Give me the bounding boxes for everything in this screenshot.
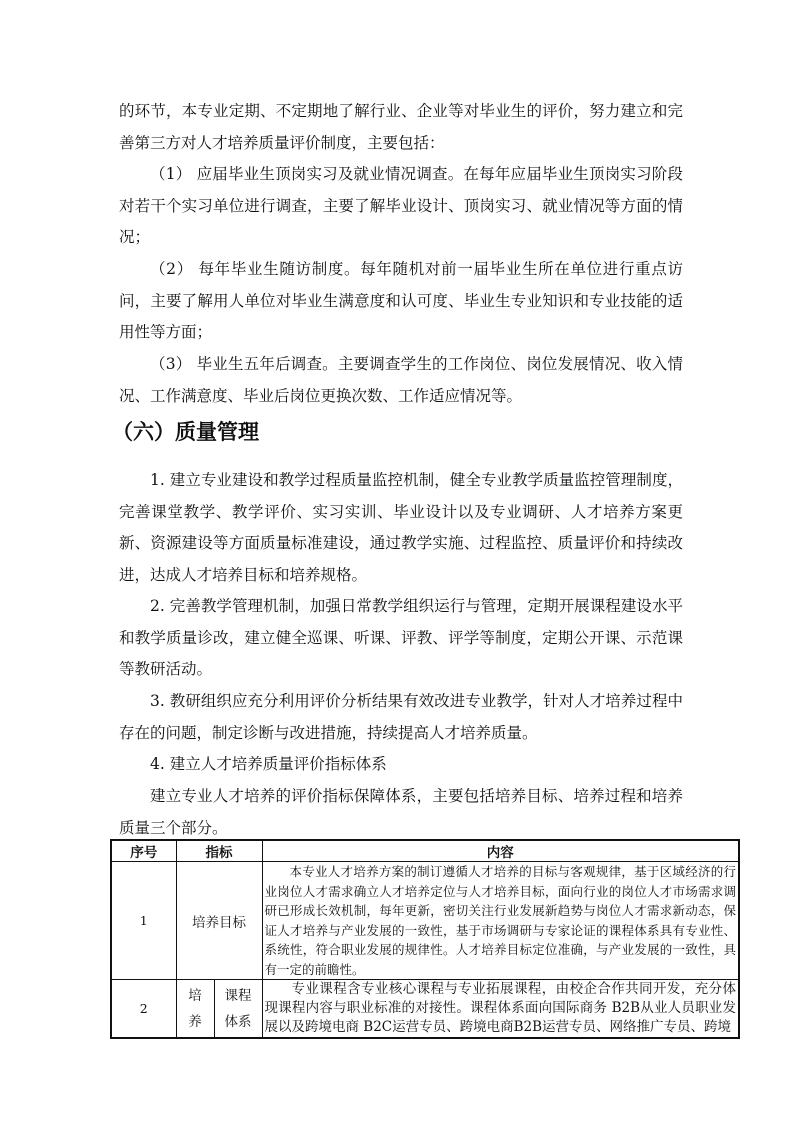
row-num: 2 <box>111 980 176 1039</box>
header-indicator: 指标 <box>176 840 262 862</box>
paragraph-item-5: 建立专业人才培养的评价指标保障体系，主要包括培养目标、培养过程和培养质量三个部分。 <box>119 787 683 837</box>
row-content: 专业课程含专业核心课程与专业拓展课程，由校企合作共同开发，充分体现课程内容与职业标准的对接性。课程体系面向国际商务 B2B从业人员职业发展以及跨境电商 B2C运营专员、跨境电商B2B运营专员、网络推广专员、跨境 <box>262 980 739 1039</box>
evaluation-table <box>110 839 740 1039</box>
paragraph-survey-2: （2） 每年毕业生随访制度。每年随机对前一届毕业生所在单位进行重点访问，主要了解用人单位对毕业生满意度和认可度、毕业生专业知识和专业技能的适用性等方面； <box>119 260 683 341</box>
section-heading: （六）质量管理 <box>112 419 259 444</box>
paragraph-item-4: 4. 建立人才培养质量评价指标体系 <box>150 755 387 773</box>
table-row <box>111 980 739 1039</box>
table-header-row <box>111 840 739 862</box>
header-num: 序号 <box>111 840 176 862</box>
header-content: 内容 <box>262 840 739 862</box>
paragraph-item-3: 3. 教研组织应充分利用评价分析结果有效改进专业教学，针对人才培养过程中存在的问题，制定诊断与改进措施，持续提高人才培养质量。 <box>119 692 683 742</box>
row-indicator: 课程体系 <box>214 980 262 1039</box>
table-row <box>111 862 739 980</box>
paragraph-item-1: 1. 建立专业建设和教学过程质量监控机制，健全专业教学质量监控管理制度，完善课堂教学、教学评价、实习实训、毕业设计以及专业调研、人才培养方案更新、资源建设等方面质量标准建设，通过教学实施、过程监控、质量评价和持续改进，达成人才培养目标和培养规格。 <box>119 471 683 584</box>
row-num: 1 <box>111 862 176 980</box>
paragraph-survey-3: （3） 毕业生五年后调查。主要调查学生的工作岗位、岗位发展情况、收入情况、工作满意度、毕业后岗位更换次数、工作适应情况等。 <box>119 355 683 405</box>
row-indicator: 培养目标 <box>176 862 262 980</box>
paragraph-intro: 的环节，本专业定期、不定期地了解行业、企业等对毕业生的评价，努力建立和完善第三方对人才培养质量评价制度，主要包括： <box>119 102 683 152</box>
row-content: 本专业人才培养方案的制订遵循人才培养的目标与客观规律，基于区域经济的行业岗位人才需求确立人才培养定位与人才培养目标，面向行业的岗位人才市场需求调研已形成长效机制，每年更新，密切关注行业发展新趋势与岗位人才需求新动态，保证人才培养与产业发展的一致性，基于市场调研与专家论证的课程体系具有专业性、系统性，符合职业发展的规律性。人才培养目标定位准确，与产业发展的一致性，具有一定的前瞻性。 <box>262 862 739 980</box>
paragraph-survey-1: （1） 应届毕业生顶岗实习及就业情况调查。在每年应届毕业生顶岗实习阶段对若干个实习单位进行调查，主要了解毕业设计、顶岗实习、就业情况等方面的情况； <box>119 165 683 246</box>
paragraph-item-2: 2. 完善教学管理机制，加强日常教学组织运行与管理，定期开展课程建设水平和教学质量诊改，建立健全巡课、听课、评教、评学等制度，定期公开课、示范课等教研活动。 <box>119 597 683 678</box>
row-indicator-group: 培养 <box>176 980 214 1039</box>
